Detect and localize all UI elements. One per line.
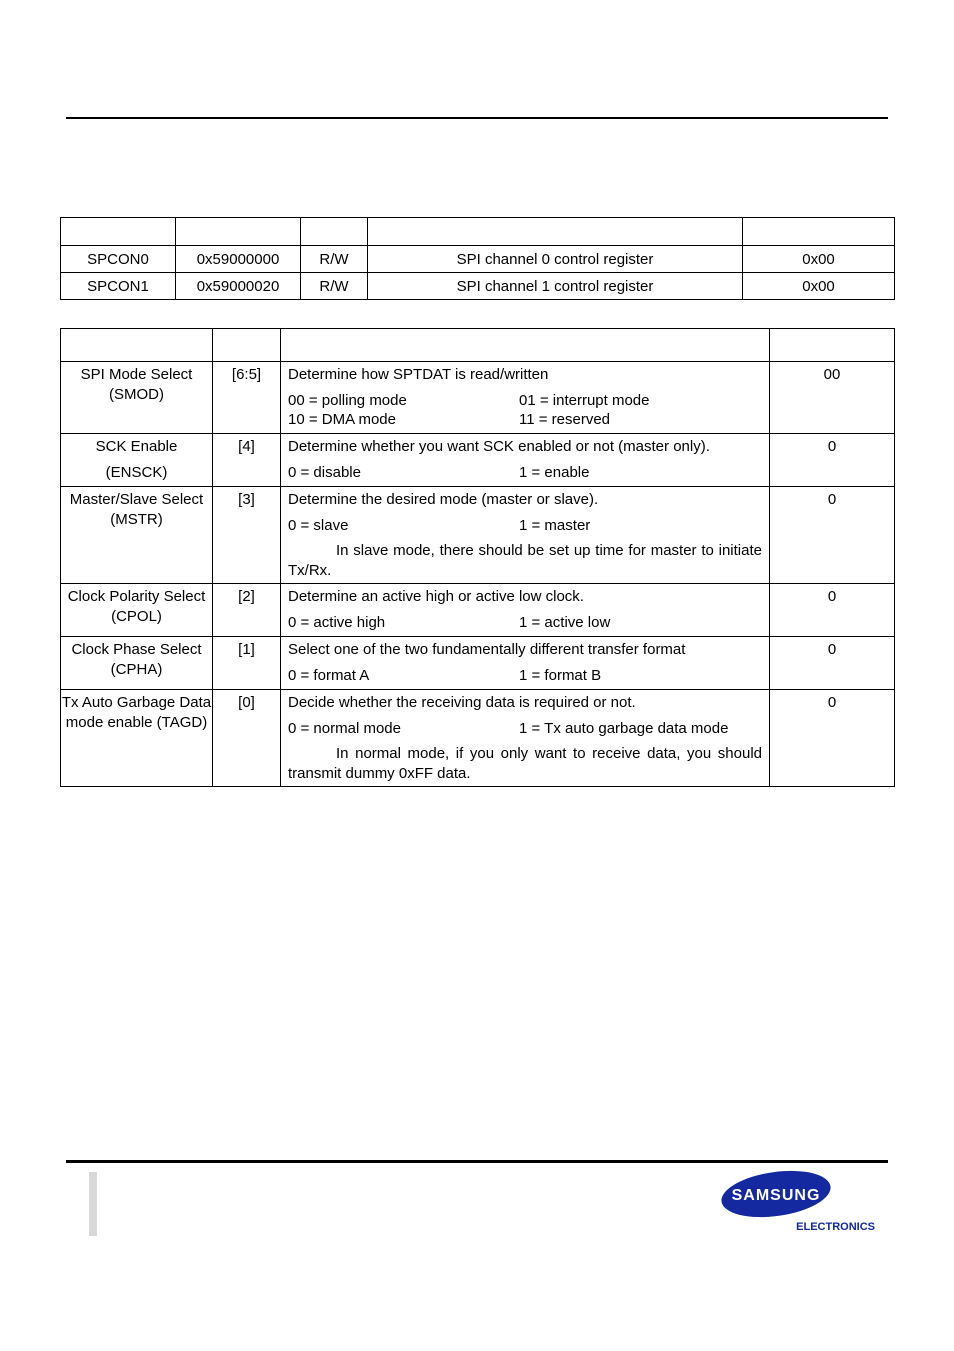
field-options [288,666,762,686]
table-row [61,584,895,637]
header-rule [66,117,888,119]
register-table [60,217,895,300]
field-name-line: (ENSCK) [105,463,168,481]
register-description: SPI channel 0 control register [368,246,743,273]
field-bit: [6:5] [213,362,281,434]
field-name: Master/Slave Select (MSTR) [61,487,213,584]
register-reset: 0x00 [743,246,895,273]
register-address: 0x59000020 [176,273,301,300]
field-name: Clock Phase Select (CPHA) [61,637,213,690]
field-options [288,391,762,411]
field-options [288,463,762,483]
footer-rule [66,1160,888,1163]
field-summary: Determine how SPTDAT is read/written [288,366,549,383]
option: 11 = reserved [519,411,611,428]
field-bit: [4] [213,434,281,487]
option: 1 = Tx auto garbage data mode [519,719,729,737]
field-summary: Determine an active high or active low clock. [288,588,584,605]
register-description: SPI channel 1 control register [368,273,743,300]
field-summary: Select one of the two fundamentally different transfer format [288,641,686,658]
field-name: Clock Polarity Select (CPOL) [61,584,213,637]
table-row [61,246,895,273]
table-row [61,362,895,434]
field-note: In normal mode, if you only want to receive data, you should transmit dummy 0xFF data. [288,745,762,782]
option: 01 = interrupt mode [519,391,650,409]
option: 0 = active high [288,613,386,631]
field-name: SPI Mode Select (SMOD) [61,362,213,434]
field-reset: 0 [770,434,895,487]
option: 1 = format B [519,666,602,684]
field-bit: [1] [213,637,281,690]
field-reset: 0 [770,584,895,637]
option: 1 = enable [519,463,590,481]
table-row [61,690,895,787]
field-bit: [2] [213,584,281,637]
field-reset: 0 [770,690,895,787]
field-description [281,584,770,637]
table-row [61,487,895,584]
option: 0 = slave [288,516,349,534]
field-options [288,613,762,633]
field-name-line: SCK Enable [95,438,178,455]
field-summary: Determine the desired mode (master or slave). [288,491,599,508]
logo-wordmark: SAMSUNG [731,1187,821,1204]
logo-subtext: ELECTRONICS [796,1221,875,1233]
field-description [281,690,770,787]
field-description [281,434,770,487]
option: 00 = polling mode [288,391,407,409]
option: 1 = master [519,516,591,534]
field-bit: [0] [213,690,281,787]
field-reset: 0 [770,637,895,690]
field-name: Tx Auto Garbage Data mode enable (TAGD) [61,690,213,787]
option: 0 = disable [288,463,361,481]
register-address: 0x59000000 [176,246,301,273]
field-name [61,434,213,487]
register-rw: R/W [301,273,368,300]
field-summary: Decide whether the receiving data is required or not. [288,694,636,711]
register-name: SPCON1 [61,273,176,300]
option: 1 = active low [519,613,611,631]
field-options [288,719,762,739]
option: 0 = normal mode [288,719,401,737]
table-row [61,273,895,300]
register-name: SPCON0 [61,246,176,273]
field-reset: 00 [770,362,895,434]
field-description [281,637,770,690]
option: 0 = format A [288,666,370,684]
field-reset: 0 [770,487,895,584]
field-description [281,362,770,434]
register-table-header [61,218,895,246]
option: 10 = DMA mode [288,411,396,428]
field-summary: Determine whether you want SCK enabled or not (master only). [288,438,710,455]
table-row [61,637,895,690]
field-bit: [3] [213,487,281,584]
field-options [288,410,762,430]
footer-side-bar [89,1172,97,1236]
samsung-logo [720,1168,880,1236]
table-row [61,434,895,487]
field-note: In slave mode, there should be set up time for master to initiate Tx/Rx. [288,542,762,579]
bit-table-header [61,329,895,362]
field-options [288,516,762,536]
bit-field-table [60,328,895,787]
register-reset: 0x00 [743,273,895,300]
field-description [281,487,770,584]
register-rw: R/W [301,246,368,273]
